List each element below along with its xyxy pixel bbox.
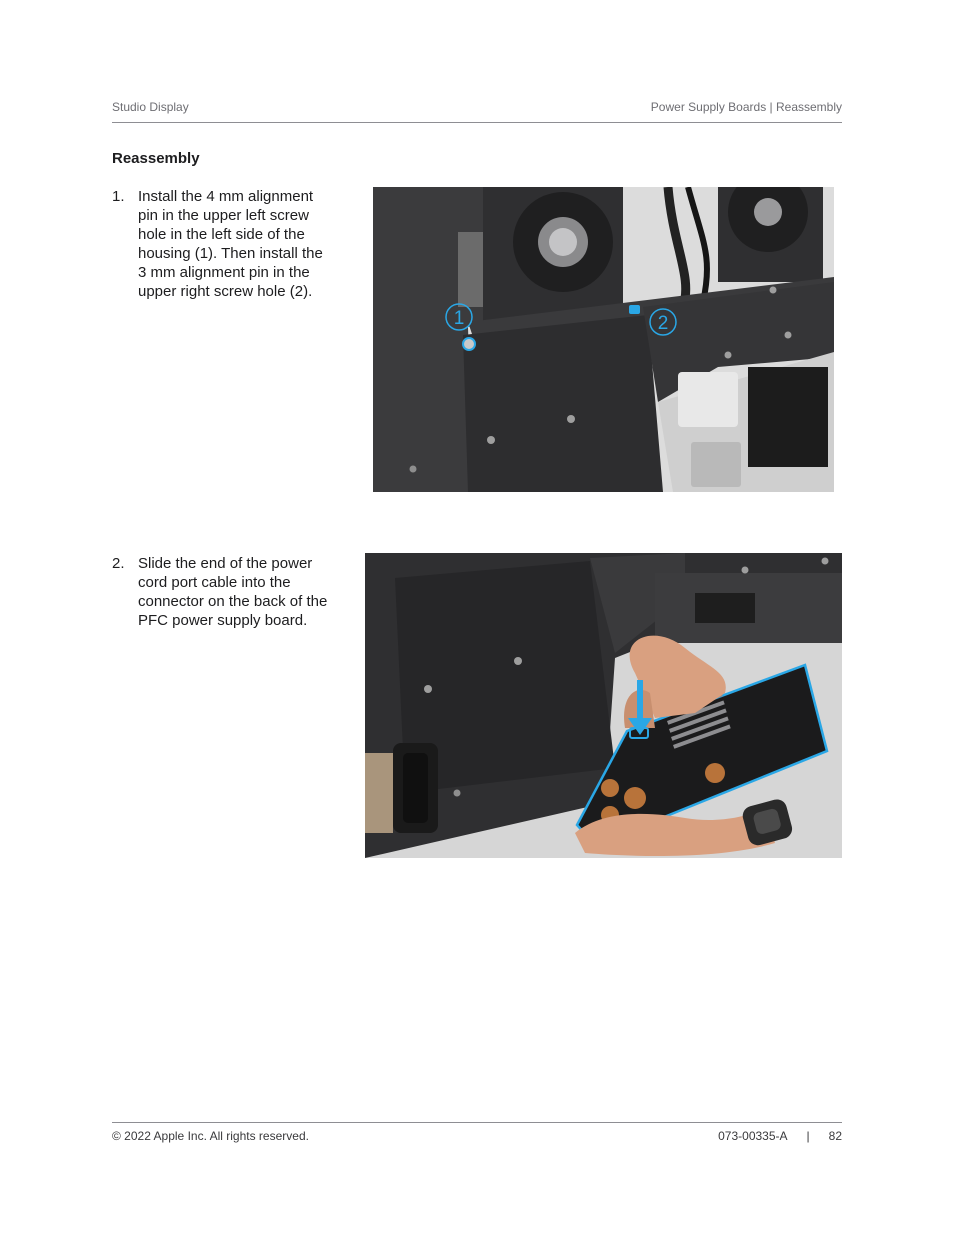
callout-1-label: 1: [453, 308, 465, 329]
footer-rule: [112, 1122, 842, 1123]
header-doc-title: Studio Display: [112, 100, 189, 114]
callout-1-target: [463, 338, 475, 350]
step-1-photo-illustration: [373, 187, 834, 492]
insert-arrow-shaft: [637, 680, 643, 720]
header-rule: [112, 122, 842, 123]
step-2-text: Slide the end of the power cord port cable into the connector on the back of the PFC power supply board.: [138, 555, 328, 629]
step-1-text: Install the 4 mm alignment pin in the upper left screw hole in the left side of the housing (1). Then install the 3 mm alignment pin in the upper right screw hole (2).: [138, 188, 323, 300]
step-1: [112, 187, 337, 301]
step-2: [112, 554, 337, 630]
step-1-number: 1.: [112, 188, 125, 205]
callout-2-target: [629, 305, 640, 314]
step-2-photo-illustration: [365, 553, 842, 858]
footer-copyright: © 2022 Apple Inc. All rights reserved.: [112, 1129, 309, 1143]
footer-page-number: 82: [828, 1129, 842, 1143]
callout-2-label: 2: [657, 313, 669, 334]
footer-divider: |: [806, 1129, 810, 1143]
header-section-path: Power Supply Boards | Reassembly: [650, 100, 842, 114]
footer-meta: [718, 1129, 842, 1143]
section-title: Reassembly: [112, 150, 200, 167]
step-2-photo: [365, 553, 842, 858]
step-1-photo: [373, 187, 834, 492]
step-2-number: 2.: [112, 555, 125, 572]
footer-doc-number: 073-00335-A: [718, 1129, 788, 1143]
